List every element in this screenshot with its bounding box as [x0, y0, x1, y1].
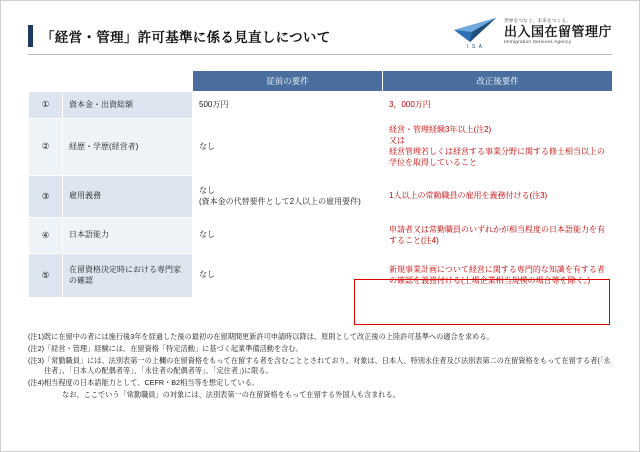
- footnotes: [28, 332, 612, 401]
- title-accent-bar: [28, 25, 33, 47]
- row-old-value: なし: [193, 254, 383, 298]
- row-number: ①: [29, 92, 63, 119]
- table-header-old: 従前の要件: [193, 71, 383, 92]
- row-new-value: 経営・管理経験3年以上(注2) 又は 経営管理若しくは経営する事業分野に関する修士相当以上の学位を取得していること: [383, 119, 613, 176]
- footnote: [28, 378, 612, 389]
- svg-text:I S A: I S A: [466, 44, 484, 50]
- table-header-row: [29, 71, 613, 92]
- footnote: [28, 332, 612, 343]
- row-old-value: 500万円: [193, 92, 383, 119]
- row-old-value: なし (資本金の代替要件として2人以上の雇用要件): [193, 176, 383, 218]
- row-old-value: なし: [193, 218, 383, 254]
- table-header-blank-2: [63, 71, 193, 92]
- footnote-label: (注2): [28, 343, 44, 353]
- table-row: [29, 92, 613, 119]
- row-item-label: 資本金・出資総額: [63, 92, 193, 119]
- row-number: ⑤: [29, 254, 63, 298]
- isa-logo-icon: [452, 16, 498, 50]
- row-item-label: 日本語能力: [63, 218, 193, 254]
- row-number: ②: [29, 119, 63, 176]
- table-body: [29, 92, 613, 298]
- table-header-blank-1: [29, 71, 63, 92]
- footnote-text: 既に在留中の者には施行後3年を経過した後の最初の在留期間更新許可申請時以降は、原則として改正後の上陸許可基準への適合を求める。: [43, 332, 494, 341]
- row-item-label: 在留資格決定時における専門家の確認: [63, 254, 193, 298]
- row-new-value: 申請者又は常勤職員のいずれかが相当程度の日本語能力を有すること(注4): [383, 218, 613, 254]
- row-number: ④: [29, 218, 63, 254]
- page-title: 「経営・管理」許可基準に係る見直しについて: [41, 30, 331, 45]
- logo-agency-name-en: Immigration Services Agency: [503, 39, 572, 45]
- footnote: [28, 356, 612, 378]
- logo-tagline: 世界をつなぐ。未来をつくる。: [503, 18, 572, 23]
- footnote-label: (注1): [28, 332, 44, 341]
- table-row: [29, 176, 613, 218]
- footnote-label: (注3): [28, 355, 44, 365]
- footnote-label: (注4): [28, 378, 44, 388]
- footnote-text: 「常勤職員」には、法別表第一の上欄の在留資格をもって在留する者を含むこととされており、対象は、日本人、特別永住者及び法別表第二の在留資格をもって在留する者(「永住者」、「日本人の配偶者等」、「永住者の配偶者等」、「定住者」)に限る。: [43, 355, 611, 376]
- slide-header: [28, 18, 612, 62]
- row-item-label: 経歴・学歴(経営者): [63, 119, 193, 176]
- title-divider: [28, 54, 612, 55]
- table-row: [29, 119, 613, 176]
- table-row: [29, 218, 613, 254]
- row-old-value: なし: [193, 119, 383, 176]
- footnote-text: 相当程度の日本語能力として、CEFR・B2相当等を想定している。: [43, 378, 260, 388]
- footnote: [28, 344, 612, 355]
- agency-logo: [452, 16, 612, 50]
- requirements-table: [28, 70, 613, 298]
- table-row: [29, 254, 613, 298]
- row-new-value: 新規事業計画について経営に関する専門的な知識を有する者の確認を義務付ける(上場企業相当規模の場合等を除く。): [383, 254, 613, 298]
- row-new-value: 3，000万円: [383, 92, 613, 119]
- row-number: ③: [29, 176, 63, 218]
- footnote-text: 「経営・管理」経験には、在留資格「特定活動」に基づく起業準備活動を含む。: [43, 343, 303, 353]
- agency-logo-text: [504, 16, 612, 45]
- table-header-new: 改正後要件: [383, 71, 613, 92]
- row-item-label: 雇用義務: [63, 176, 193, 218]
- footnote-subtext: なお、ここでいう「常勤職員」の対象には、法別表第一の在留資格をもって在留する外国人も含まれる。: [62, 389, 400, 399]
- logo-agency-name-jp: 出入国在留管理庁: [503, 24, 612, 39]
- row-new-value: 1人以上の常勤職員の雇用を義務付ける(注3): [383, 176, 613, 218]
